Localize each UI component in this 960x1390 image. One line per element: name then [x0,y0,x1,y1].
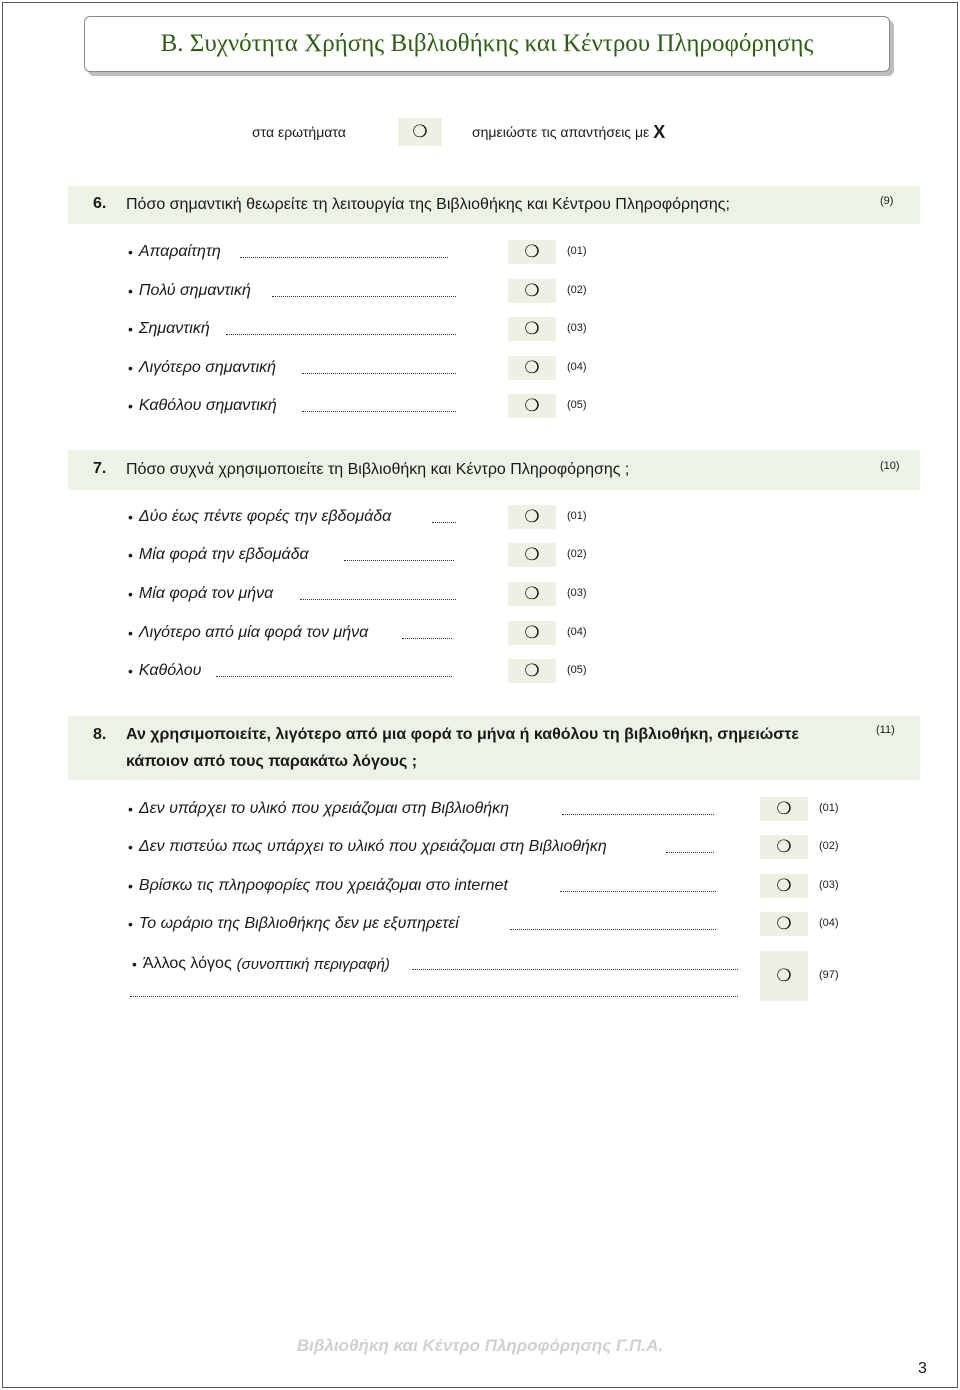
answer-checkbox[interactable]: ❍ [760,951,808,1001]
question-number: 7. [93,460,107,477]
page-number: 3 [918,1360,927,1377]
question-code: (11) [876,724,895,736]
question-code: (10) [880,460,900,472]
dot-leader [666,852,714,853]
bullet-icon: • [132,956,137,972]
option-label: Βρίσκω τις πληροφορίες που χρειάζομαι στο internet [138,877,508,894]
list-item [128,356,276,380]
question-6-bar [68,186,920,224]
dot-leader [510,929,716,930]
footer-text: Βιβλιοθήκη και Κέντρο Πληροφόρησης Γ.Π.Α. [296,1336,664,1355]
option-label: Σημαντική [138,320,210,337]
bullet-icon: • [128,509,133,525]
option-note: (συνοπτική περιγραφή) [236,955,390,973]
instructions-left: στα ερωτήματα [252,124,346,140]
section-title-box [84,16,890,72]
dot-leader [432,522,456,523]
option-code: (97) [819,969,839,981]
dot-leader [412,969,738,970]
option-label: Πολύ σημαντική [138,282,251,299]
option-code: (05) [567,664,587,676]
list-item [132,952,390,976]
bullet-icon: • [128,283,133,299]
option-label: Μία φορά την εβδομάδα [138,546,309,563]
answer-checkbox[interactable]: ❍ [508,621,556,645]
option-code: (01) [819,802,839,814]
question-text-line-1: Αν χρησιμοποιείτε, λιγότερο από μια φορά το μήνα ή καθόλου τη βιβλιοθήκη, σημειώστε [126,726,799,743]
option-code: (04) [819,917,839,929]
answer-checkbox[interactable]: ❍ [760,912,808,936]
question-text: Πόσο σημαντική θεωρείτε τη λειτουργία της Βιβλιοθήκης και Κέντρου Πληροφόρησης; [126,196,730,213]
option-code: (03) [567,322,587,334]
section-title: Β. Συχνότητα Χρήσης Βιβλιοθήκης και Κέντρου Πληροφόρησης [160,30,814,57]
bullet-icon: • [128,547,133,563]
list-item [128,279,251,303]
dot-leader [302,411,456,412]
bullet-icon: • [128,321,133,337]
option-code: (01) [567,245,587,257]
dot-leader [216,676,452,677]
answer-checkbox[interactable]: ❍ [508,279,556,303]
list-item [128,659,201,683]
dot-leader [560,891,716,892]
option-label: Δεν υπάρχει το υλικό που χρειάζομαι στη Βιβλιοθήκη [138,800,509,817]
instructions-right [472,118,665,146]
option-code: (01) [567,510,587,522]
list-item [128,582,273,606]
option-label: Λιγότερο από μία φορά τον μήνα [138,624,369,641]
dot-leader [344,560,454,561]
list-item [128,240,221,264]
option-label: Λιγότερο σημαντική [138,359,277,376]
option-label: Δεν πιστεύω πως υπάρχει το υλικό που χρειάζομαι στη Βιβλιοθήκη [138,838,607,855]
dot-leader [402,638,452,639]
answer-checkbox[interactable]: ❍ [508,582,556,606]
instructions-mark: X [653,121,666,142]
list-item [128,912,459,936]
option-label: Μία φορά τον μήνα [138,585,274,602]
dot-leader [226,334,456,335]
option-code: (02) [567,548,587,560]
list-item [128,317,210,341]
option-code: (04) [567,626,587,638]
question-text-line-2: κάποιον από τους παρακάτω λόγους ; [126,753,418,770]
answer-checkbox[interactable]: ❍ [760,835,808,859]
bullet-icon: • [128,586,133,602]
option-code: (05) [567,399,587,411]
dot-leader [272,296,456,297]
question-8-bar [68,716,920,780]
option-label: Απαραίτητη [138,243,221,260]
option-code: (03) [567,587,587,599]
option-code: (02) [567,284,587,296]
answer-checkbox[interactable]: ❍ [508,240,556,264]
option-code: (02) [819,840,839,852]
list-item [128,543,309,567]
answer-checkbox[interactable]: ❍ [508,659,556,683]
answer-checkbox[interactable]: ❍ [508,543,556,567]
question-number: 6. [93,195,107,212]
bullet-icon: • [128,916,133,932]
answer-checkbox[interactable]: ❍ [508,317,556,341]
bullet-icon: • [128,801,133,817]
fill-in-line[interactable] [130,996,738,997]
list-item [128,797,509,821]
answer-checkbox[interactable]: ❍ [508,356,556,380]
example-answer-box: ❍ [398,118,442,146]
bullet-icon: • [128,839,133,855]
question-number: 8. [93,726,107,743]
option-label: Άλλος λόγος [142,955,232,972]
list-item [128,505,391,529]
dot-leader [240,257,448,258]
question-code: (9) [880,195,894,207]
bullet-icon: • [128,398,133,414]
list-item [128,621,368,645]
instructions-right-text: σημειώστε τις απαντήσεις με [472,124,650,140]
question-text: Πόσο συχνά χρησιμοποιείτε τη Βιβλιοθήκη και Κέντρο Πληροφόρησης ; [126,461,630,478]
bullet-icon: • [128,625,133,641]
option-label: Καθόλου [138,662,202,679]
dot-leader [302,373,456,374]
bullet-icon: • [128,360,133,376]
option-label: Δύο έως πέντε φορές την εβδομάδα [138,508,392,525]
option-label: Καθόλου σημαντική [138,397,277,414]
bullet-icon: • [128,663,133,679]
list-item [128,394,277,418]
answer-checkbox[interactable]: ❍ [508,505,556,529]
dot-leader [562,814,714,815]
option-label: Το ωράριο της Βιβλιοθήκης δεν με εξυπηρετεί [138,915,459,932]
answer-checkbox[interactable]: ❍ [760,874,808,898]
bullet-icon: • [128,244,133,260]
list-item [128,835,607,859]
dot-leader [300,599,456,600]
option-code: (04) [567,361,587,373]
answer-checkbox[interactable]: ❍ [760,797,808,821]
list-item [128,874,508,898]
bullet-icon: • [128,878,133,894]
answer-checkbox[interactable]: ❍ [508,394,556,418]
option-code: (03) [819,879,839,891]
question-7-bar [68,450,920,490]
